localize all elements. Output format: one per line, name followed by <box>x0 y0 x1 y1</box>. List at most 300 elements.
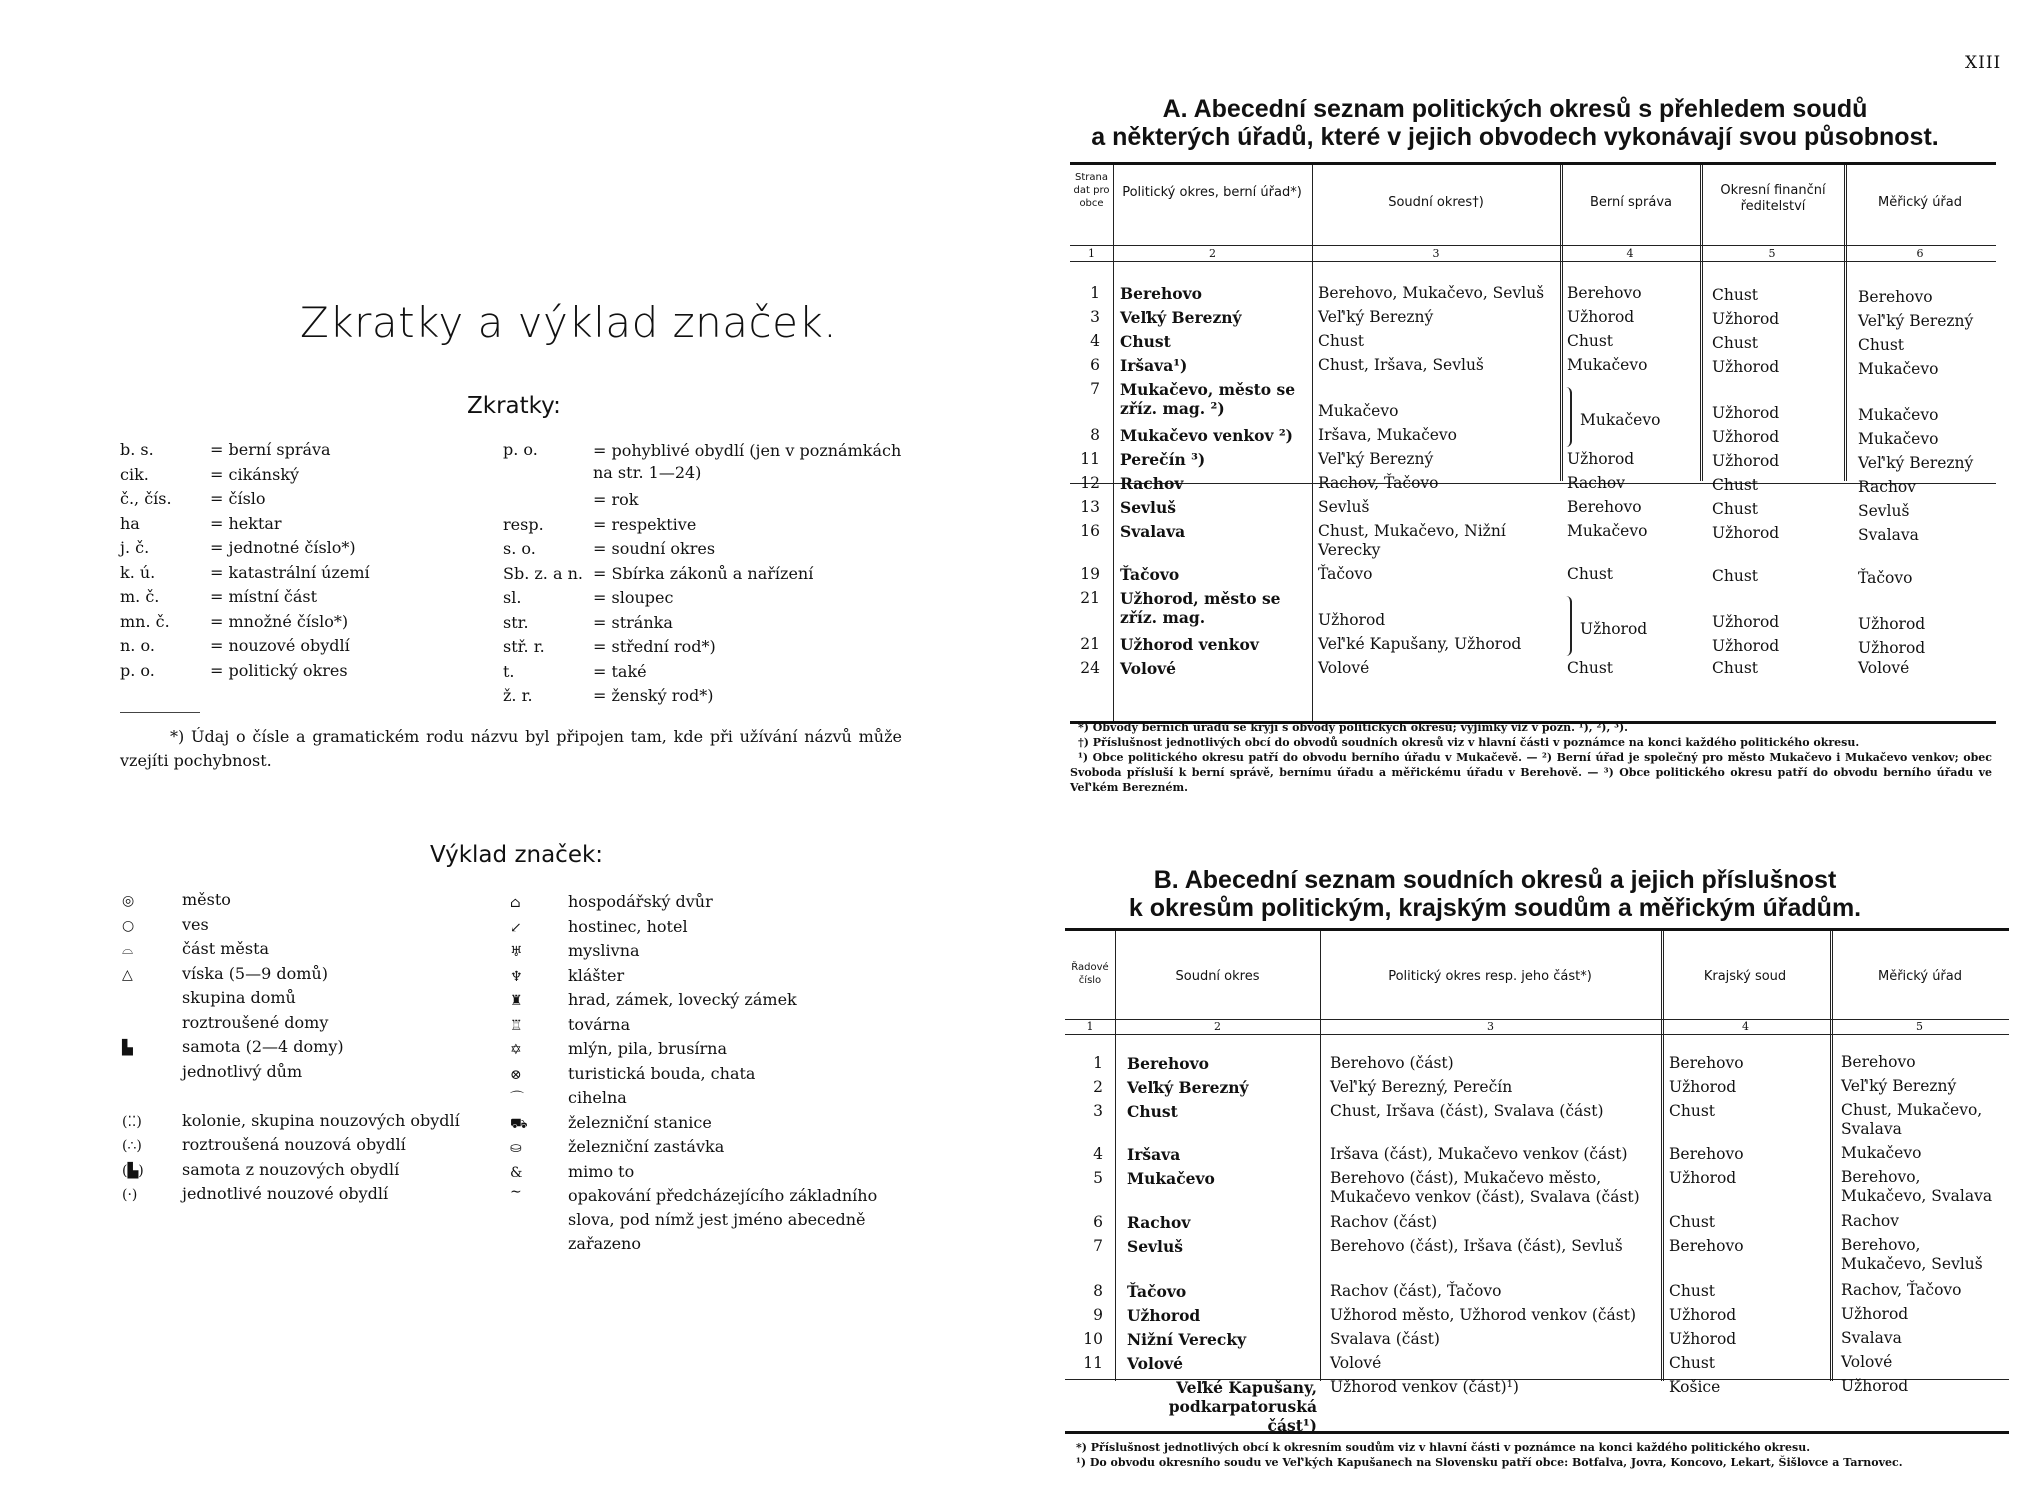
row-court: Chust <box>1127 1102 1178 1121</box>
city-symbol-icon: ◎ <box>122 893 135 909</box>
row-court: Veľ'ký Berezný <box>1318 308 1434 326</box>
row-court: Iršava <box>1127 1145 1181 1164</box>
row-number: 8 <box>1093 1282 1103 1300</box>
header-divider <box>1070 245 1996 246</box>
table-b-header-no: Řadové číslo <box>1071 962 1109 986</box>
symbol-row <box>508 1111 923 1136</box>
symbol-row <box>120 1013 460 1038</box>
row-regional: Berehovo <box>1669 1145 1744 1163</box>
table-a-footnote: ¹) Obce politického okresu patří do obvodu berního úřadu v Mukačevě. — ²) Berní úřad je společný pro město Mukačevo i Mukačevo venkov; obec Svoboda přísluší k berní správě, bernímu úřadu a měřickému úřadu v Berehově. — ³) Obce politického okresu patří do obvodu berního úřadu ve Veľ'kém Berezném. <box>1070 751 1992 794</box>
row-finance: Užhorod <box>1712 452 1780 470</box>
row-court: Rachov <box>1127 1213 1191 1232</box>
column-divider <box>1661 931 1664 1381</box>
row-court: Užhorod <box>1318 611 1386 629</box>
symbol-label: roztroušená nouzová obydlí <box>182 1135 406 1154</box>
column-number: 2 <box>1209 247 1216 260</box>
abbreviation-meaning: = číslo <box>210 489 266 508</box>
abbreviation-key: m. č. <box>120 587 160 606</box>
symbol-label: jednotlivý dům <box>182 1061 303 1081</box>
symbol-label: jednotlivé nouzové obydlí <box>182 1184 389 1203</box>
row-survey: Svalava <box>1858 526 1919 544</box>
row-finance: Užhorod <box>1712 404 1780 422</box>
row-survey: Chust <box>1858 336 1905 354</box>
symbol-label: turistická bouda, chata <box>568 1063 756 1083</box>
table-a-header-district: Politický okres, berní úřad*) <box>1122 185 1302 200</box>
row-survey: Mukačevo <box>1858 406 1939 424</box>
abbreviation-row <box>120 440 370 465</box>
hamlet-symbol-icon: △ <box>122 966 133 983</box>
column-number: 6 <box>1916 247 1924 260</box>
row-court: Iršava, Mukačevo <box>1318 426 1458 444</box>
monastery-symbol-icon: ♆ <box>510 968 523 985</box>
row-finance: Užhorod <box>1712 310 1780 328</box>
row-district: Svalava (část) <box>1330 1330 1440 1348</box>
symbol-row <box>120 1111 460 1136</box>
abbreviation-row <box>120 465 370 490</box>
abbreviation-row <box>503 538 913 563</box>
row-court: Sevluš <box>1318 498 1370 516</box>
symbol-row <box>508 915 923 940</box>
table-a-title <box>1075 95 1955 151</box>
abbreviation-meaning: = pohyblivé obydlí (jen v poznámkách na str. 1—24) <box>593 441 902 482</box>
symbol-row <box>120 915 460 940</box>
abbreviation-meaning: = soudní okres <box>593 539 716 558</box>
table-b-header-court: Soudní okres <box>1175 969 1260 984</box>
row-district: Berehovo (část), Mukačevo město, Mukačevo venkov (část), Svalava (část) <box>1330 1169 1640 1206</box>
row-tax: Berehovo <box>1567 284 1642 302</box>
row-district: Veľ'ký Berezný, Perečín <box>1330 1078 1513 1096</box>
row-district: Rachov <box>1120 474 1184 493</box>
row-number: 6 <box>1093 1213 1103 1231</box>
row-regional: Užhorod <box>1669 1078 1737 1096</box>
row-number: 7 <box>1093 1237 1103 1255</box>
table-b-footnotes <box>1070 1440 2000 1480</box>
row-district: Užhorod město, Užhorod venkov (část) <box>1330 1306 1637 1324</box>
footnote-divider <box>120 712 200 713</box>
row-regional: Berehovo <box>1669 1054 1744 1072</box>
row-finance: Užhorod <box>1712 524 1780 542</box>
row-district: Rachov (část) <box>1330 1213 1438 1231</box>
abbreviations-footnote: *) Údaj o čísle a gramatickém rodu názvu byl připojen tam, kde při užívání názvů může vzejíti pochybnost. <box>120 727 902 770</box>
abbreviation-key: Sb. z. a n. <box>503 563 583 583</box>
column-number: 2 <box>1214 1020 1221 1033</box>
abbreviation-key: stř. r. <box>503 637 545 656</box>
abbreviation-meaning: = berní správa <box>210 440 331 459</box>
row-page: 6 <box>1090 356 1100 374</box>
symbol-label: hrad, zámek, lovecký zámek <box>568 990 797 1009</box>
row-survey: Veľ'ký Berezný <box>1841 1077 1957 1095</box>
row-survey: Rachov <box>1858 478 1917 496</box>
row-survey: Rachov <box>1841 1212 1900 1230</box>
table-b <box>1065 928 2009 1434</box>
row-regional: Berehovo <box>1669 1237 1744 1255</box>
symbol-row <box>508 1160 923 1185</box>
abbreviations-heading: Zkratky: <box>467 393 561 419</box>
row-court: Rachov, Ťačovo <box>1318 474 1439 492</box>
abbreviation-meaning: = střední rod*) <box>593 637 716 656</box>
row-survey: Sevluš <box>1858 502 1910 520</box>
row-regional: Košice <box>1669 1378 1721 1396</box>
row-number: 3 <box>1093 1102 1103 1120</box>
row-finance: Chust <box>1712 567 1759 585</box>
row-court: Berehovo, Mukačevo, Sevluš <box>1318 284 1545 302</box>
symbol-row <box>120 1135 460 1160</box>
abbreviation-row <box>120 661 370 686</box>
row-tax: Mukačevo <box>1580 411 1661 429</box>
row-district: Užhorod, město se zříz. mag. <box>1120 589 1281 627</box>
scattered-emergency-symbol-icon: (∴) <box>122 1138 142 1154</box>
symbol-row <box>508 964 923 989</box>
row-district: Berehovo (část), Iršava (část), Sevluš <box>1330 1237 1623 1255</box>
abbreviation-meaning: = cikánský <box>210 464 300 484</box>
abbreviation-key: p. o. <box>503 440 538 459</box>
table-b-title <box>1055 866 1935 922</box>
farm-symbol-icon: ⌂ <box>510 895 521 911</box>
abbreviation-key: s. o. <box>503 539 536 558</box>
row-court: Mukačevo <box>1318 402 1399 420</box>
row-district: Mukačevo venkov ²) <box>1120 426 1293 445</box>
column-number: 5 <box>1768 247 1776 260</box>
symbol-row <box>508 1062 923 1087</box>
row-survey: Mukačevo <box>1858 430 1939 448</box>
castle-symbol-icon: ♜ <box>510 993 523 1009</box>
row-court: Nižní Verecky <box>1127 1330 1247 1349</box>
symbol-row <box>120 939 460 964</box>
abbreviation-key: str. <box>503 612 529 632</box>
table-b-header-district: Politický okres resp. jeho část*) <box>1388 969 1592 984</box>
abbreviation-row <box>120 489 370 514</box>
row-survey: Volové <box>1858 659 1910 677</box>
row-tax: Mukačevo <box>1567 522 1648 540</box>
row-district: Sevluš <box>1120 498 1176 517</box>
row-number: 10 <box>1083 1330 1103 1348</box>
row-finance: Chust <box>1712 659 1759 677</box>
row-court: Veľ'ké Kapušany, Užhorod <box>1318 635 1522 653</box>
row-survey: Volové <box>1841 1353 1893 1371</box>
table-b-title-line1: B. Abecední seznam soudních okresů a jejich příslušnost <box>1153 866 1837 894</box>
table-a-title-line2: a některých úřadů, které v jejich obvodech vykonávají svou působnost. <box>1091 123 1939 151</box>
column-number: 3 <box>1432 247 1440 260</box>
row-survey: Rachov, Ťačovo <box>1841 1281 1962 1299</box>
row-survey: Užhorod <box>1841 1305 1909 1323</box>
abbreviation-key: n. o. <box>120 636 155 655</box>
row-court: Mukačevo <box>1127 1169 1215 1188</box>
symbol-label: mlýn, pila, brusírna <box>568 1039 728 1058</box>
row-court: Ťačovo <box>1318 565 1373 583</box>
city-part-symbol-icon: ⌓ <box>122 942 134 958</box>
abbreviation-key: sl. <box>503 588 522 607</box>
table-a-footnotes <box>1070 720 1996 810</box>
row-court: Volové <box>1318 659 1370 677</box>
abbreviation-key: č., čís. <box>120 489 172 508</box>
row-survey: Chust, Mukačevo, Svalava <box>1841 1101 1983 1138</box>
table-a-header-finance: Okresní finanční ředitelství <box>1720 183 1826 214</box>
column-divider <box>1830 931 1833 1381</box>
abbreviation-meaning: = také <box>593 661 647 681</box>
abbreviation-key: ha <box>120 513 140 533</box>
row-survey: Užhorod <box>1858 639 1926 657</box>
symbol-row <box>508 1086 923 1111</box>
symbol-label: hostinec, hotel <box>568 916 688 936</box>
abbreviation-key: mn. č. <box>120 611 170 631</box>
abbreviation-key: resp. <box>503 514 544 534</box>
row-page: 3 <box>1090 308 1100 326</box>
symbol-row <box>508 988 923 1013</box>
abbreviation-row <box>503 685 913 710</box>
abbreviation-key: p. o. <box>120 660 155 680</box>
row-finance: Chust <box>1712 334 1759 352</box>
row-regional: Chust <box>1669 1354 1716 1372</box>
row-number: 11 <box>1083 1354 1103 1372</box>
column-divider <box>1700 165 1703 481</box>
row-survey: Užhorod <box>1841 1377 1909 1395</box>
row-tax: Užhorod <box>1567 450 1635 468</box>
symbol-label: mimo to <box>568 1161 635 1181</box>
row-tax: Berehovo <box>1567 498 1642 516</box>
column-divider <box>1844 165 1847 481</box>
row-tax: Chust <box>1567 565 1614 583</box>
row-survey: Veľ'ký Berezný <box>1858 312 1974 330</box>
row-district: Berehovo (část) <box>1330 1054 1454 1072</box>
abbreviation-key: j. č. <box>120 538 150 557</box>
abbreviation-row <box>120 612 370 637</box>
row-tax: Chust <box>1567 332 1614 350</box>
row-tax: Užhorod <box>1567 308 1635 326</box>
symbol-label: železniční stanice <box>568 1112 712 1132</box>
table-b-footnote: *) Příslušnost jednotlivých obcí k okresním soudům viz v hlavní části v poznámce na konci každého politického okresu. <box>1076 1441 1811 1454</box>
row-court: Ťačovo <box>1127 1282 1187 1301</box>
column-number: 3 <box>1487 1020 1494 1033</box>
row-page: 21 <box>1080 635 1100 653</box>
symbol-row <box>120 1160 460 1185</box>
abbreviation-row <box>120 563 370 588</box>
colony-symbol-icon: (⁚⁚) <box>122 1113 142 1130</box>
table-a-title-line1: A. Abecední seznam politických okresů s přehledem soudů <box>1162 95 1868 123</box>
symbols-heading: Výklad značek: <box>430 842 604 868</box>
row-page: 16 <box>1080 522 1100 540</box>
row-court: Užhorod <box>1127 1306 1201 1325</box>
except-symbol-icon: & <box>510 1164 523 1181</box>
symbol-row <box>120 890 460 915</box>
symbol-label: hospodářský dvůr <box>568 892 713 911</box>
row-finance: Užhorod <box>1712 358 1780 376</box>
row-district: Užhorod venkov (část)¹) <box>1330 1378 1519 1396</box>
abbreviations-left-list <box>120 440 370 685</box>
symbol-row <box>508 939 923 964</box>
abbreviations-right-list <box>503 440 913 710</box>
symbol-label: kolonie, skupina nouzových obydlí <box>182 1110 460 1130</box>
abbreviation-row <box>503 489 913 514</box>
row-page: 7 <box>1090 380 1100 398</box>
table-a-header-tax: Berní správa <box>1589 195 1672 210</box>
row-number: 4 <box>1093 1145 1103 1163</box>
row-regional: Užhorod <box>1669 1169 1737 1187</box>
column-number: 5 <box>1916 1020 1923 1033</box>
table-b-last-row <box>1065 1376 2009 1435</box>
row-court: Chust, Mukačevo, Nižní Verecky <box>1318 522 1506 559</box>
abbreviation-row <box>503 514 913 539</box>
row-finance: Užhorod <box>1712 613 1780 631</box>
symbol-label: železniční zastávka <box>568 1137 725 1156</box>
symbol-label: samota z nouzových obydlí <box>182 1159 400 1179</box>
row-regional: Chust <box>1669 1282 1716 1300</box>
row-number: 2 <box>1093 1078 1103 1096</box>
row-finance: Chust <box>1712 476 1759 494</box>
column-number: 4 <box>1742 1020 1749 1033</box>
row-district: Volové <box>1120 659 1177 678</box>
row-district: Svalava <box>1120 522 1186 541</box>
row-district: Iršava¹) <box>1120 356 1188 375</box>
row-finance: Chust <box>1712 500 1759 518</box>
abbreviation-row <box>503 440 913 489</box>
column-divider <box>1560 165 1563 481</box>
symbol-label: samota (2—4 domy) <box>182 1037 344 1056</box>
symbol-label: továrna <box>568 1014 631 1034</box>
symbol-row <box>120 964 460 989</box>
page-title: Zkratky a výklad značek. <box>300 298 838 347</box>
row-number: 1 <box>1093 1054 1103 1072</box>
header-divider <box>1070 261 1996 262</box>
railway-stop-symbol-icon: ⛀ <box>510 1140 522 1156</box>
row-regional: Užhorod <box>1669 1330 1737 1348</box>
row-regional: Užhorod <box>1669 1306 1737 1324</box>
table-a-footnote: †) Příslušnost jednotlivých obcí do obvodů soudních okresů viz v hlavní části v poznámce na konci každého politického okresu. <box>1078 736 1860 749</box>
symbol-label: myslivna <box>568 941 640 960</box>
abbreviation-key: cik. <box>120 464 149 484</box>
abbreviation-meaning: = ženský rod*) <box>593 686 714 705</box>
abbreviation-meaning: = katastrální území <box>210 562 370 582</box>
abbreviation-row <box>120 587 370 612</box>
row-regional: Chust <box>1669 1213 1716 1231</box>
symbol-row <box>120 988 460 1013</box>
row-court: Veľ'ký Berezný <box>1318 450 1434 468</box>
abbreviation-meaning: = politický okres <box>210 660 348 680</box>
row-survey: Berehovo <box>1841 1053 1916 1071</box>
row-district: Berehovo <box>1120 284 1202 303</box>
row-finance: Užhorod <box>1712 428 1780 446</box>
abbreviation-row <box>503 612 913 637</box>
row-survey: Berehovo, Mukačevo, Svalava <box>1841 1168 1993 1205</box>
symbol-label: město <box>182 890 231 909</box>
symbol-row <box>508 1184 923 1253</box>
abbreviation-meaning: = Sbírka zákonů a nařízení <box>593 563 814 583</box>
row-district: Rachov (část), Ťačovo <box>1330 1282 1502 1300</box>
symbol-label: ves <box>182 914 209 934</box>
row-district: Mukačevo, město se zříz. mag. ²) <box>1120 380 1296 418</box>
row-court: Chust <box>1318 332 1365 350</box>
abbreviation-row <box>503 587 913 612</box>
row-tax: Rachov <box>1567 474 1626 492</box>
row-survey: Mukačevo <box>1841 1144 1922 1162</box>
table-b-title-line2: k okresům politickým, krajským soudům a měřickým úřadům. <box>1128 894 1862 922</box>
abbreviation-meaning: = respektive <box>593 514 697 534</box>
brace <box>1564 596 1572 656</box>
abbreviation-key: k. ú. <box>120 562 156 582</box>
symbol-label: víska (5—9 domů) <box>182 963 328 983</box>
abbreviation-meaning: = hektar <box>210 513 282 533</box>
symbol-label: skupina domů <box>182 988 296 1007</box>
symbol-label: část města <box>182 939 270 958</box>
row-page: 8 <box>1090 426 1100 444</box>
abbreviation-row <box>120 538 370 563</box>
column-divider <box>1320 931 1321 1381</box>
row-district: Chust, Iršava (část), Svalava (část) <box>1330 1102 1604 1120</box>
row-regional: Chust <box>1669 1102 1716 1120</box>
row-district: Iršava (část), Mukačevo venkov (část) <box>1330 1145 1628 1163</box>
abbreviation-row <box>120 514 370 539</box>
abbreviation-meaning: = místní část <box>210 587 318 606</box>
abbreviation-row <box>503 636 913 661</box>
symbol-label: klášter <box>568 965 625 985</box>
row-number: 5 <box>1093 1169 1103 1187</box>
row-page: 11 <box>1080 450 1100 468</box>
symbol-row <box>508 1135 923 1160</box>
table-a-header-page: Strana dat pro obce <box>1073 172 1110 209</box>
table-a-footnote: *) Obvody berních úřadů se kryjí s obvody politických okresů; výjimky viz v pozn. ¹), ²), ³). <box>1078 721 1628 734</box>
row-page: 24 <box>1080 659 1100 677</box>
row-page: 4 <box>1090 332 1100 350</box>
row-tax: Mukačevo <box>1567 356 1648 374</box>
symbol-row <box>508 1037 923 1062</box>
abbreviation-key: t. <box>503 661 515 681</box>
symbol-row <box>508 890 923 915</box>
row-tax: Chust <box>1567 659 1614 677</box>
table-b-header-survey: Měřický úřad <box>1877 969 1962 984</box>
row-survey: Veľ'ký Berezný <box>1858 454 1974 472</box>
row-page: 13 <box>1080 498 1100 516</box>
row-district: Veľký Berezný <box>1120 308 1242 327</box>
row-survey: Ťačovo <box>1858 569 1913 587</box>
factory-symbol-icon: ♖ <box>510 1017 523 1034</box>
page-number: XIII <box>1965 53 2002 73</box>
symbol-label: opakování předcházejícího základního slova, pod nímž jest jméno abecedně zařazeno <box>568 1186 878 1253</box>
symbol-row <box>508 1013 923 1038</box>
table-a <box>1070 162 1996 724</box>
row-survey: Berehovo, Mukačevo, Sevluš <box>1841 1236 1983 1273</box>
table-a-header-court: Soudní okres†) <box>1388 195 1484 210</box>
row-survey: Mukačevo <box>1858 360 1939 378</box>
row-district: Volové <box>1330 1354 1382 1372</box>
abbreviation-key: ž. r. <box>503 686 533 705</box>
abbreviation-row <box>503 563 913 588</box>
row-district: Ťačovo <box>1120 565 1180 584</box>
row-finance: Užhorod <box>1712 637 1780 655</box>
abbreviation-meaning: = stránka <box>593 612 673 632</box>
tourist-hut-symbol-icon: ⊗ <box>510 1066 522 1083</box>
symbol-label: cihelna <box>568 1088 627 1107</box>
row-district: Chust <box>1120 332 1171 351</box>
row-page: 19 <box>1080 565 1100 583</box>
header-divider <box>1065 1034 2009 1035</box>
row-court: Chust, Iršava, Sevluš <box>1318 356 1484 374</box>
abbreviation-row <box>503 661 913 686</box>
symbol-row <box>120 1062 460 1087</box>
abbreviation-meaning: = nouzové obydlí <box>210 636 350 655</box>
row-district: Perečín ³) <box>1120 450 1206 469</box>
brace <box>1564 387 1572 447</box>
row-court: Veľké Kapušany, podkarpatoruská část¹) <box>1168 1378 1317 1435</box>
solitude-symbol-icon: ▙ <box>122 1040 133 1056</box>
symbol-row <box>120 1037 460 1062</box>
row-survey: Svalava <box>1841 1329 1902 1347</box>
abbreviation-meaning: = rok <box>593 490 639 509</box>
abbreviation-key: b. s. <box>120 440 154 459</box>
railway-station-symbol-icon: ⛟ <box>510 1115 528 1132</box>
row-page: 1 <box>1090 284 1100 302</box>
abbreviation-meaning: = sloupec <box>593 588 674 607</box>
abbreviation-meaning: = množné číslo*) <box>210 611 349 631</box>
inn-symbol-icon: ↙ <box>510 919 522 936</box>
